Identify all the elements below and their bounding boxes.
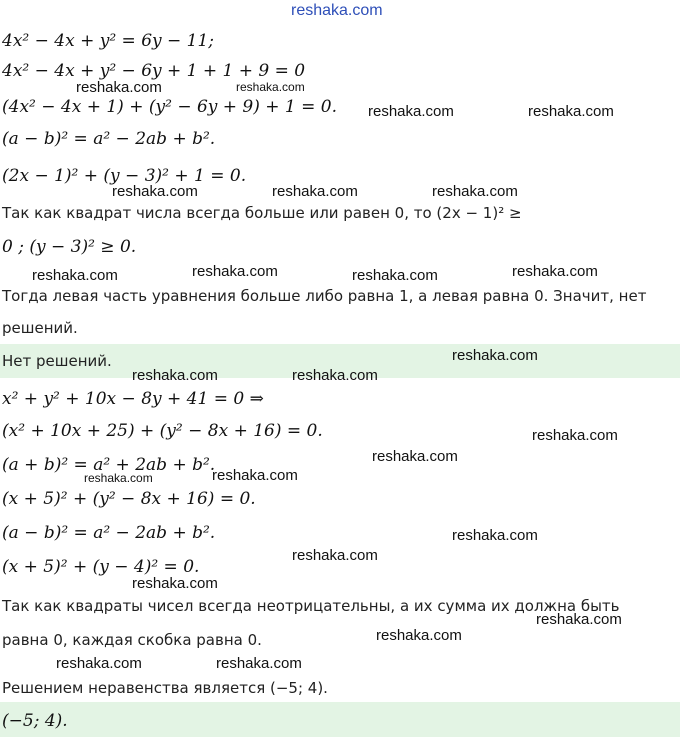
watermark: reshaka.com: [216, 655, 302, 672]
watermark: reshaka.com: [112, 183, 198, 200]
watermark: reshaka.com: [292, 367, 378, 384]
watermark: reshaka.com: [432, 183, 518, 200]
watermark: reshaka.com: [84, 471, 153, 485]
answer-band-2: [0, 702, 680, 737]
explanation-text: Так как квадрат числа всегда больше или равен 0, то (2x − 1)² ≥: [2, 204, 522, 222]
watermark: reshaka.com: [352, 267, 438, 284]
explanation-text: Так как квадраты чисел всегда неотрицательны, а их сумма их должна быть: [2, 597, 620, 615]
watermark: reshaka.com: [32, 267, 118, 284]
watermark: reshaka.com: [452, 527, 538, 544]
answer-text: Нет решений.: [2, 352, 112, 370]
watermark: reshaka.com: [56, 655, 142, 672]
equation-line: (a − b)² = a² − 2ab + b².: [2, 523, 216, 543]
watermark: reshaka.com: [132, 575, 218, 592]
equation-line: 4x² − 4x + y² = 6y − 11;: [2, 31, 215, 51]
watermark: reshaka.com: [212, 467, 298, 484]
equation-line: 4x² − 4x + y² − 6y + 1 + 1 + 9 = 0: [2, 61, 306, 81]
watermark: reshaka.com: [528, 103, 614, 120]
equation-line: (x² + 10x + 25) + (y² − 8x + 16) = 0.: [2, 421, 323, 441]
watermark: reshaka.com: [192, 263, 278, 280]
equation-line: (a + b)² = a² + 2ab + b².: [2, 455, 216, 475]
equation-line: (x + 5)² + (y − 4)² = 0.: [2, 557, 200, 577]
equation-line: x² + y² + 10x − 8y + 41 = 0 ⇒: [2, 389, 264, 409]
equation-line: (4x² − 4x + 1) + (y² − 6y + 9) + 1 = 0.: [2, 97, 338, 117]
watermark: reshaka.com: [368, 103, 454, 120]
answer-text: (−5; 4).: [2, 711, 68, 731]
explanation-text: решений.: [2, 319, 78, 337]
site-link[interactable]: reshaka.com: [291, 2, 383, 19]
explanation-text: Решением неравенства является (−5; 4).: [2, 679, 328, 697]
watermark: reshaka.com: [372, 448, 458, 465]
watermark: reshaka.com: [452, 347, 538, 364]
explanation-math: 0 ; (y − 3)² ≥ 0.: [2, 237, 137, 257]
watermark: reshaka.com: [76, 79, 162, 96]
watermark: reshaka.com: [236, 80, 305, 94]
watermark: reshaka.com: [536, 611, 622, 628]
watermark: reshaka.com: [292, 547, 378, 564]
watermark: reshaka.com: [272, 183, 358, 200]
equation-line: (2x − 1)² + (y − 3)² + 1 = 0.: [2, 166, 247, 186]
watermark: reshaka.com: [532, 427, 618, 444]
explanation-text: Тогда левая часть уравнения больше либо равна 1, а левая равна 0. Значит, нет: [2, 287, 647, 305]
equation-line: (a − b)² = a² − 2ab + b².: [2, 129, 216, 149]
watermark: reshaka.com: [512, 263, 598, 280]
watermark: reshaka.com: [132, 367, 218, 384]
equation-line: (x + 5)² + (y² − 8x + 16) = 0.: [2, 489, 256, 509]
explanation-text: равна 0, каждая скобка равна 0.: [2, 631, 262, 649]
watermark: reshaka.com: [376, 627, 462, 644]
